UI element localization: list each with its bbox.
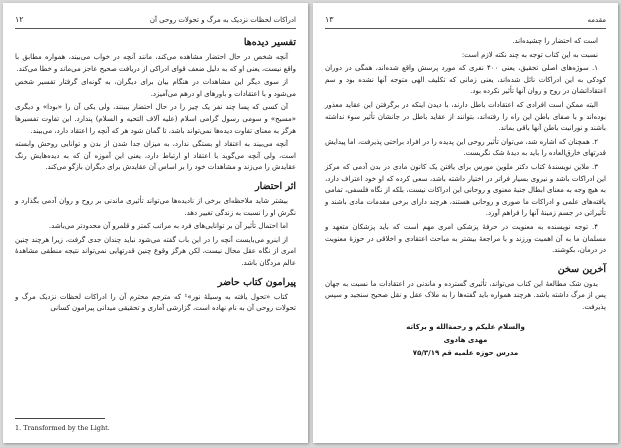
paragraph: البته ممکن است افرادی که اعتقادات باطل دارند، با دیدن اینکه در برگرفتن این عقاید معذور بوده‌اند و با صفای باطن این راه را رفته‌اند، بتوانند از عقاید باطل در جانشان تأثیر سوء نداشته باشند و نورانیت باطن آنها باقی بماند. (325, 100, 606, 133)
closing-salutation: والسلام علیکم و رحمةالله و برکاته (406, 323, 525, 332)
paragraph: کتاب «تحول یافته به وسیلهٔ نور»¹ که مترجم محترم آن را ادراکات لحظات نزدیک مرگ و تحولات روحی آن به نام نهاده است، گزارشی آماری و تحقیقی میدانی پیرامون کسانی (15, 292, 296, 313)
paragraph: نسبت به این کتاب توجه به چند نکته لازم است: (461, 50, 598, 59)
footnote: 1. Transformed by the Light. (15, 424, 110, 432)
page-number: ۱۳ (325, 15, 334, 24)
section-heading: تفسیر دیده‌ها (243, 37, 296, 48)
paragraph: از اینرو می‌بایست آنچه را در این باب گفته می‌شود نباید چندان جدی گرفت، زیرا هرچند چنین امری از نگاه عقل محال نیست، لکن هرگز وقوع چنین قدرتهایی نمی‌تواند نتیجه منطقی مشاهدهٔ عالم مردگان باشد. (15, 235, 296, 267)
author-affiliation-date: مدرس حوزه علمیه قم ۷۵/۳/۱۹ (412, 349, 519, 358)
list-item: ۳. ملاین نویسندهٔ کتاب دکتر ملوین مورس برای یافتن یک کانون مادی در بدن آدمی که مرکز این ادراکات باشد و نیروی بسیار فراتر در اختیار داشته باشد، سعی کرده که او خود اعتراف دارد، به هیچ وجه به معنای ابطال جنبهٔ معنوی و روحانی این ادراکات نیست، بلکه از نگاه فلسفی، تمامی یافته‌های علمی و ادراکات ما صوری و روحانی هستند، هرچند دارای برخی مقدمات مادی باشند و تأثیراتی در جسم زمینهٔ آنها را فراهم آورد. (325, 162, 606, 218)
author-name: مهدی هادوی (443, 336, 488, 345)
paragraph: آنچه می‌بیند به اعتقاد او بستگی ندارد، به میزان جدا شدن از بدن و توانایی روحش وابسته است، ولی آنچه می‌گوید با اعتقاد او ارتباط دارد، یعنی این آموزه آن که به دیده‌هایش رنگ عقایدش را می‌زند و مشاهدات خود را بر اساس آن عقایدش برای دیگران بازگو می‌کند. (15, 140, 296, 172)
paragraph: بدون شک مطالعهٔ این کتاب می‌تواند، تأثیری گسترده و ماندنی در اعتقادات ما نسبت به جهان پس از مرگ داشته باشد. هرچند همواره باید گفته‌ها را به ملاک عقل و نقل صحیح سنجید و سپس پذیرفت. (325, 279, 606, 311)
paragraph: آنچه شخص در حال احتضار مشاهده می‌کند، مانند آنچه در خواب می‌بیند، همواره مطابق با واقع نیست، یعنی او که به دلیل ضعف قوای ادراکی از دریافت صحیح عاجز می‌ماند و خطا می‌کند. (15, 53, 296, 73)
list-item: ۲. همچنان که اشاره شد، می‌توان تأثیر روحی این پدیده را در افراد براحتی پذیرفت، اما پیدایش قدرتهای خارق‌العاده را باید به دیدهٔ شک نگریست. (325, 137, 606, 158)
paragraph: آن کسی که پسا چند نفر یک چیز را در حال احتضار ببینند، ولی یکی آن را «بودا» و دیگری «مسیح» و سومی رسول گرامی اسلام (علیه آلاف التحیه و السلام) پندارد. این تفاوت تفسیرها هرگز به معنای تفاوت دیده‌ها نمی‌تواند باشد، تا گمان شود هر که آنچه را اعتقاد دارد، می‌بیند. (15, 103, 296, 135)
section-heading: پیرامون کتاب حاضر (217, 276, 296, 288)
page-body (15, 36, 296, 435)
page-body (325, 36, 606, 435)
running-head (15, 14, 296, 29)
paragraph: از سوی دیگر این مشاهدات در هنگام بیان برای دیگران، به گونه‌ای گرفتار تفسیر شخص می‌شود و با اعتقادات و باورهای او درهم می‌آمیزد. (15, 78, 296, 98)
list-item: ۱. سوژه‌های اصلی تحقیق، یعنی ۴۰۰ نفری که مورد پرسش واقع شده‌اند، همگی در دوران کودکی به این ادراکات نائل شده‌اند، یعنی زمانی که تکلیف الهی متوجه آنها نشده بود و سم اعتقاداتشان در روح و روان آنها تأثیر نکرده بود. (325, 64, 606, 96)
right-page (313, 3, 618, 443)
signature-block (325, 321, 606, 360)
running-head (325, 14, 606, 29)
paragraph: بیشتر شاید ملاحظه‌ای برخی از نادیده‌ها می‌تواند تأثیری ماندنی بر روح و روان آدمی بگذارد و نگرش او را نسبت به زندگی تغییر دهد. (15, 196, 296, 217)
section-heading: اثر احتضار (255, 180, 296, 192)
paragraph: است که احتضار را چشیده‌اند. (512, 37, 598, 45)
list-item: ۴. توجه نویسنده به معنویت در حرفهٔ پزشکی امری مهم است که باید پزشکان متعهد و مسلمان ما به آن اهمیت ورزند و با مراجعهٔ بیشتر به مباحث اعتقادی و اخلاقی در حوزهٔ معنویت در درمان، بکوشند. (325, 222, 606, 255)
running-title: ادراکات لحظات نزدیک به مرگ و تحولات روحی آن (149, 16, 296, 24)
section-heading: آخرین سخن (557, 263, 606, 275)
paragraph: اما احتمال تأثیر آن بر توانایی‌های فرد به مراتب کمتر و قلمرو آن محدودتر می‌باشد. (48, 222, 288, 231)
running-title: مقدمه (587, 16, 606, 24)
footnote-divider (15, 418, 105, 419)
page-number: ۱۲ (15, 15, 24, 24)
left-page (3, 3, 308, 443)
